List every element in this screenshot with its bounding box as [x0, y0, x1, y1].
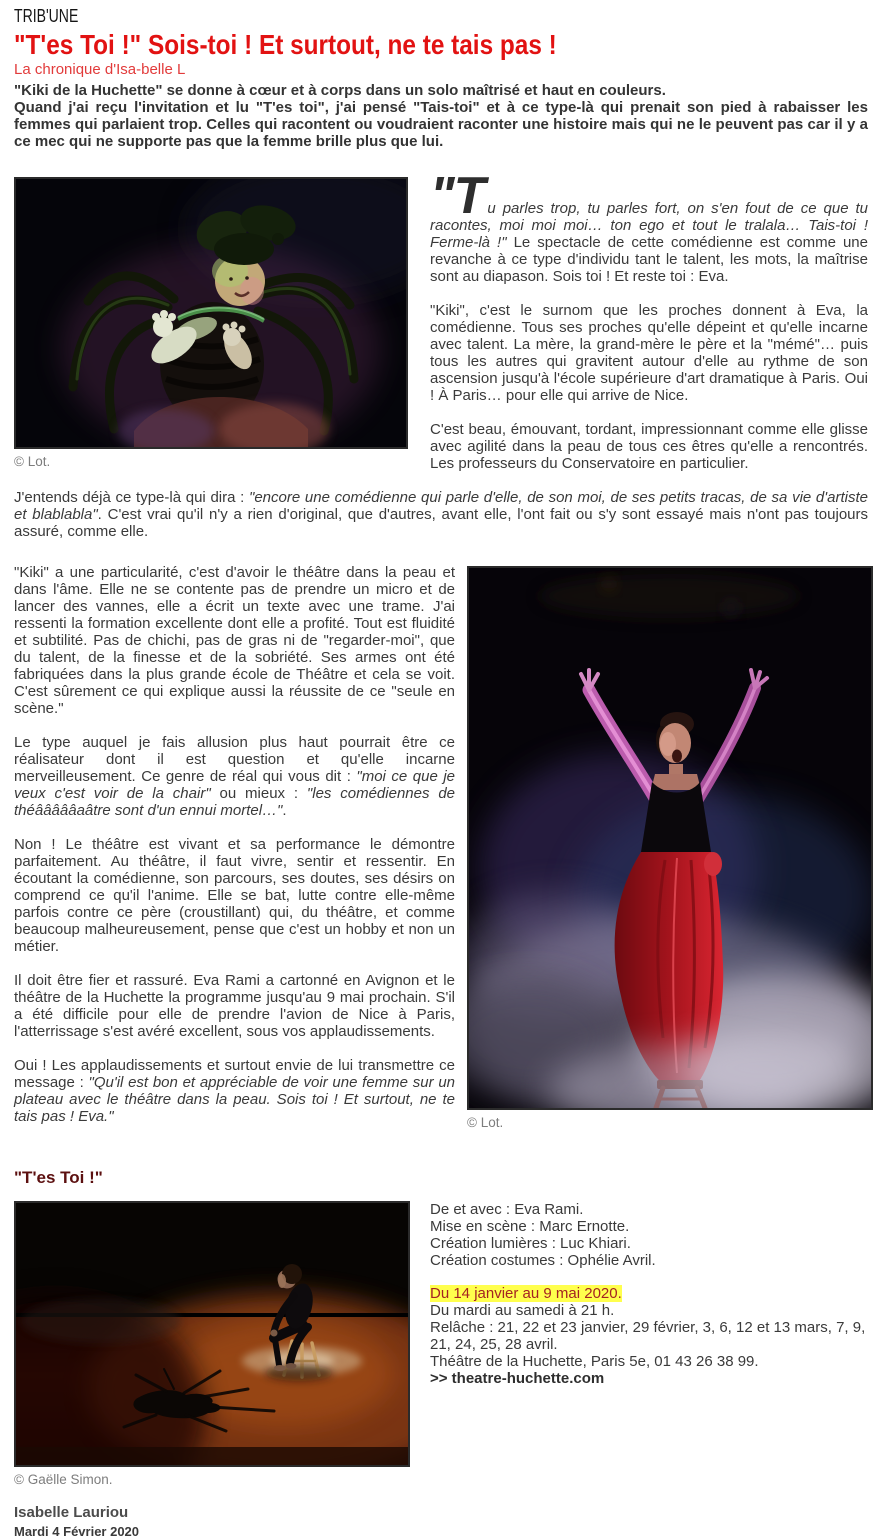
section-top — [14, 167, 868, 557]
para4-quote: "encore une comédienne qui parle d'elle, de son moi, de ses petits tracas, de sa vie d'artiste et blablabla" — [14, 489, 868, 523]
photo-red-skirt — [467, 566, 873, 1110]
para6-post: . — [282, 802, 287, 819]
para1-quote: u parles trop, tu parles fort, on s'en fout de ce que tu racontes, moi moi moi… ton ego et tout le tralala… Tais-toi ! Ferme-là !" — [430, 200, 868, 251]
site-kicker: TRIB'UNE — [14, 6, 79, 26]
author-name: Isabelle Lauriou — [14, 1504, 129, 1521]
article-footer — [14, 1504, 868, 1540]
paragraph-4 — [14, 489, 868, 540]
lead-rest: Quand j'ai reçu l'invitation et lu "T'es toi", j'ai pensé "Tais-toi" et à ce type-là qui prenait son pied à rabaisser les femmes qui parlaient trop. Celles qui racontent ou voudraient raconter une histoire mais qui ne le peuvent pas car il y a ce mec qui ne supporte pas que la femme brille plus que lui. — [14, 99, 868, 150]
photo-2-caption: © Lot. — [467, 1115, 504, 1130]
lead-line1: "Kiki de la Huchette" se donne à cœur et à corps dans un solo maîtrisé et haut en couleurs. — [14, 82, 666, 99]
paragraph-5: "Kiki" a une particularité, c'est d'avoir le théâtre dans la peau et dans l'âme. Elle ne se contente pas de prendre un micro et de lancer des vannes, elle a écrit un texte avec une trame. J'ai ressenti la formation excellente dont elle a profité. Tout est fluidité et subtilité. Pas de chichi, pas de gras ni de "regarder-moi", que du talent, de la finesse et de la sobriété. Ses armes ont été fabriquées dans la plus grande école de Théâtre et cela se voit. C'est sûrement ce qui explique aussi la réussite de ce "seule en scène." — [14, 564, 455, 717]
dates-line — [430, 1285, 870, 1302]
column-subtitle-link[interactable]: La chronique d'Isa-belle L — [14, 61, 186, 78]
photo-3-caption: © Gaëlle Simon. — [14, 1472, 113, 1487]
stage-photo-3-art — [16, 1203, 408, 1465]
figure-3 — [14, 1201, 410, 1488]
para4-post: . C'est vrai qu'il n'y a rien d'original, que d'autres, avant elle, l'ont fait ou s'y sont essayé mais n'ont pas toujours assuré, comme elle. — [14, 506, 868, 540]
credit-line: Création lumières : Luc Khiari. — [430, 1235, 631, 1252]
show-heading: "T'es Toi !" — [14, 1168, 103, 1187]
theatre-website-link[interactable]: >> theatre-huchette.com — [430, 1370, 605, 1387]
credit-line: Mise en scène : Marc Ernotte. — [430, 1218, 630, 1235]
stage-photo-2-art — [469, 568, 871, 1108]
publication-date: Mardi 4 Février 2020 — [14, 1524, 140, 1539]
show-info-block — [430, 1201, 870, 1387]
section-bottom — [14, 1201, 868, 1488]
dropcap-quote-t: "T — [430, 167, 485, 225]
photo-1-caption: © Lot. — [14, 454, 51, 469]
schedule-line: Du mardi au samedi à 21 h. — [430, 1302, 615, 1319]
paragraph-3: C'est beau, émouvant, tordant, impressionnant comme elle glisse avec agilité dans la peau de tous ces êtres qu'elle a rencontrés. Les professeurs du Conservatoire en particulier. — [430, 421, 868, 472]
spacer — [430, 1269, 870, 1285]
credit-line: De et avec : Eva Rami. — [430, 1201, 584, 1218]
credit-line: Création costumes : Ophélie Avril. — [430, 1252, 656, 1269]
para6-mid: ou mieux : — [210, 785, 307, 802]
para1-rest: Le spectacle de cette comédienne est comme une revanche à ce type d'individu tant le talent, les mots, la maîtrise sont au diapason. Sois toi ! Et reste toi : Eva. — [430, 234, 868, 285]
para6-pre: Le type auquel je fais allusion plus haut pourrait être ce réalisateur dont il est question et qu'elle incarne merveilleusement. Ce genre de réal qui vous dit : — [14, 734, 455, 785]
para6-quote1: "moi ce que je veux c'est voir de la chair" — [14, 768, 456, 802]
article-lead — [14, 82, 868, 150]
figure-2 — [467, 566, 873, 1131]
paragraph-7: Non ! Le théâtre est vivant et sa performance le démontre parfaitement. Au théâtre, il faut vivre, sentir et ressentir. En écoutant la comédienne, son parcours, ses doutes, ses désirs on comprend ce qu'il l'anime. Elle se bat, lutte contre elle-même parfois contre ce père (croustillant) qui, du théâtre, et comme beaucoup malheureusement, pense que c'est un hobby et non un métier. — [14, 836, 455, 955]
venue-line: Théâtre de la Huchette, Paris 5e, 01 43 26 38 99. — [430, 1353, 759, 1370]
para4-pre: J'entends déjà ce type-là qui dira : — [14, 489, 250, 506]
photo-seated-stage — [14, 1201, 410, 1467]
para6-quote2: "les comédiennes de théâââââaâtre sont d'un ennui mortel…" — [14, 785, 456, 819]
para9-pre: Oui ! Les applaudissements et surtout envie de lui transmettre ce message : — [14, 1057, 455, 1091]
stage-photo-1-art — [16, 179, 406, 447]
paragraph-2: "Kiki", c'est le surnom que les proches donnent à Eva, la comédienne. Tous ses proches qu'elle dépeint et qu'elle incarne avec talent. La mère, la grand-mère le père et la "mémé"… puis tous les autres qui gravitent autour d'elle au rythme de son ascension jusqu'à l'école supérieure d'art dramatique à Paris. Oui ! À Paris… pour elle qui arrive de Nice. — [430, 302, 868, 404]
relache-line: Relâche : 21, 22 et 23 janvier, 29 février, 3, 6, 12 et 13 mars, 7, 9, 21, 24, 25, 28 avril. — [430, 1319, 866, 1353]
article-title: "T'es Toi !" Sois-toi ! Et surtout, ne te tais pas ! — [14, 29, 557, 60]
figure-1 — [14, 177, 408, 470]
photo-spider-costume — [14, 177, 408, 449]
dates-highlight: Du 14 janvier au 9 mai 2020. — [430, 1285, 622, 1302]
para9-quote: "Qu'il est bon et appréciable de voir une femme sur un plateau avec le théâtre dans la peau. Sois toi ! Et surtout, ne te tais pas ! Eva." — [14, 1074, 455, 1125]
paragraph-8: Il doit être fier et rassuré. Eva Rami a cartonné en Avignon et le théâtre de la Huchette la programme jusqu'au 9 mai prochain. S'il a été difficile pour elle de prendre l'avion de Nice à Paris, l'atterrissage s'est avéré excellent, sous vos applaudissements. — [14, 972, 455, 1040]
section-middle — [14, 564, 868, 1142]
